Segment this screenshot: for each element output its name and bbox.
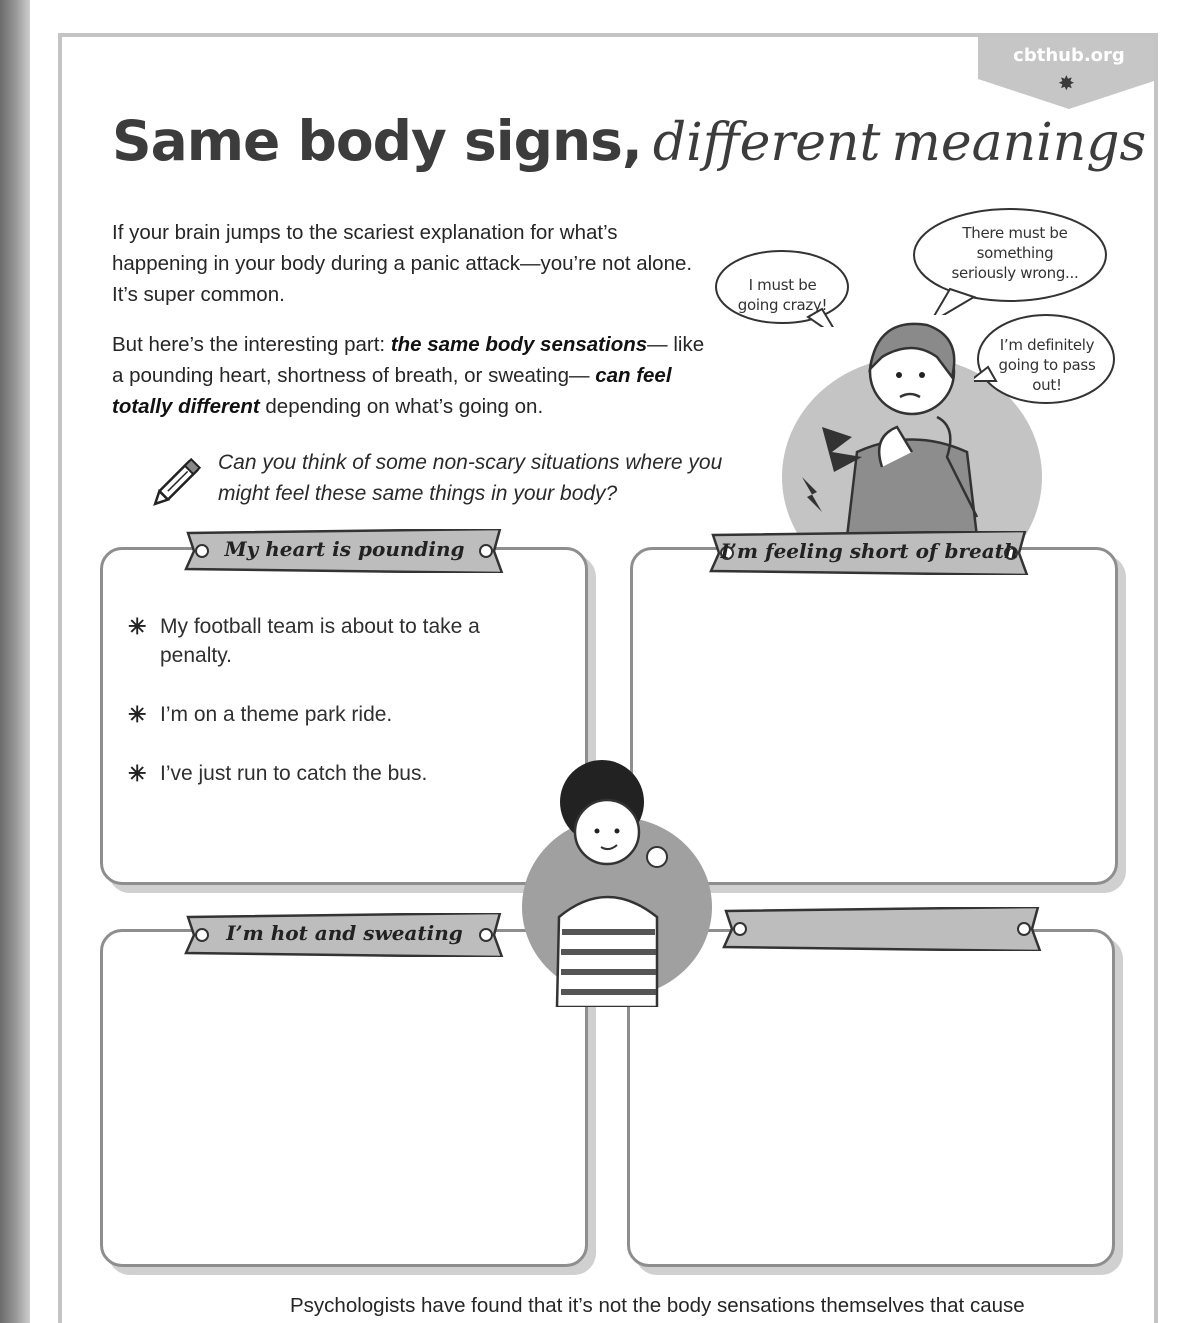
speech-bubble-wrong-text [940, 223, 1090, 283]
intro-paragraph-1: If your brain jumps to the scariest explanation for what’s happening in your body during a panic attack—you’re not alone. It’s super common. [112, 221, 693, 306]
thinking-person-illustration [517, 757, 717, 1007]
box-banner-custom[interactable] [720, 907, 1045, 951]
list-item-text: My football team is about to take a penalty. [160, 615, 480, 667]
bubble-line: There must be [962, 224, 1068, 242]
page-title [112, 109, 1146, 173]
intro-p2-emphasis-2: can feel totally different [112, 364, 672, 418]
box-title: I’m feeling short of breath [720, 539, 1019, 563]
list-item-text: I’ve just run to catch the bus. [160, 762, 428, 785]
box-banner-breath [707, 531, 1032, 575]
bubble-line: seriously wrong... [951, 264, 1079, 282]
list-item-text: I’m on a theme park ride. [160, 703, 393, 726]
answer-box-sweating[interactable] [100, 929, 588, 1267]
banner-shape [720, 907, 1045, 951]
footer-text: Psychologists have found that it’s not the body sensations themselves that cause [290, 1294, 1025, 1317]
intro-p2-text-a: But here’s the interesting part: [112, 333, 391, 356]
box-banner-sweating [182, 913, 507, 957]
asterisk-bullet-icon: ✳ [128, 702, 147, 727]
asterisk-bullet-icon: ✳ [128, 761, 147, 786]
bubble-line: going crazy! [737, 296, 828, 314]
site-tab [978, 37, 1158, 109]
worksheet-page [58, 33, 1158, 1323]
intro-p2-text-b: — like a pounding heart, shortness of breath, or sweating— [112, 333, 705, 387]
intro-text [112, 217, 712, 441]
title-script-part-2: meanings [891, 113, 1147, 173]
speech-bubble-crazy-text [725, 275, 840, 315]
intro-p2-text-c: depending on what’s going on. [259, 395, 544, 418]
box-title: My heart is pounding [224, 537, 465, 561]
bubble-line: I’m definitely [999, 336, 1095, 354]
page-edge-shadow [0, 0, 30, 1323]
prompt-line-1: Can you think of some non-scary situations where you [218, 451, 723, 474]
prompt-text [218, 447, 722, 509]
box-banner-heart [182, 529, 507, 573]
list-item [128, 759, 548, 788]
speech-bubble-pass-out-text [982, 335, 1112, 395]
list-item [128, 700, 548, 729]
bubble-line: going to pass [998, 356, 1096, 374]
prompt-line-2: might feel these same things in your body? [218, 482, 618, 505]
box-title: I’m hot and sweating [226, 921, 463, 945]
bubble-line: out! [1032, 376, 1062, 394]
site-url[interactable]: cbthub.org [1013, 45, 1125, 66]
asterisk-bullet-icon: ✳ [128, 614, 147, 639]
intro-p2-emphasis-1: the same body sensations [390, 333, 648, 356]
pencil-icon [152, 447, 212, 507]
title-script-part-1: different [652, 113, 881, 173]
reflection-prompt [152, 447, 752, 517]
example-list [128, 612, 548, 818]
title-bold-part: Same body signs, [112, 109, 642, 173]
list-item [128, 612, 548, 670]
bubble-line: something [976, 244, 1054, 262]
intro-paragraph-2 [112, 329, 712, 422]
star-icon: ✸ [1058, 71, 1075, 95]
bubble-line: I must be [748, 276, 817, 294]
